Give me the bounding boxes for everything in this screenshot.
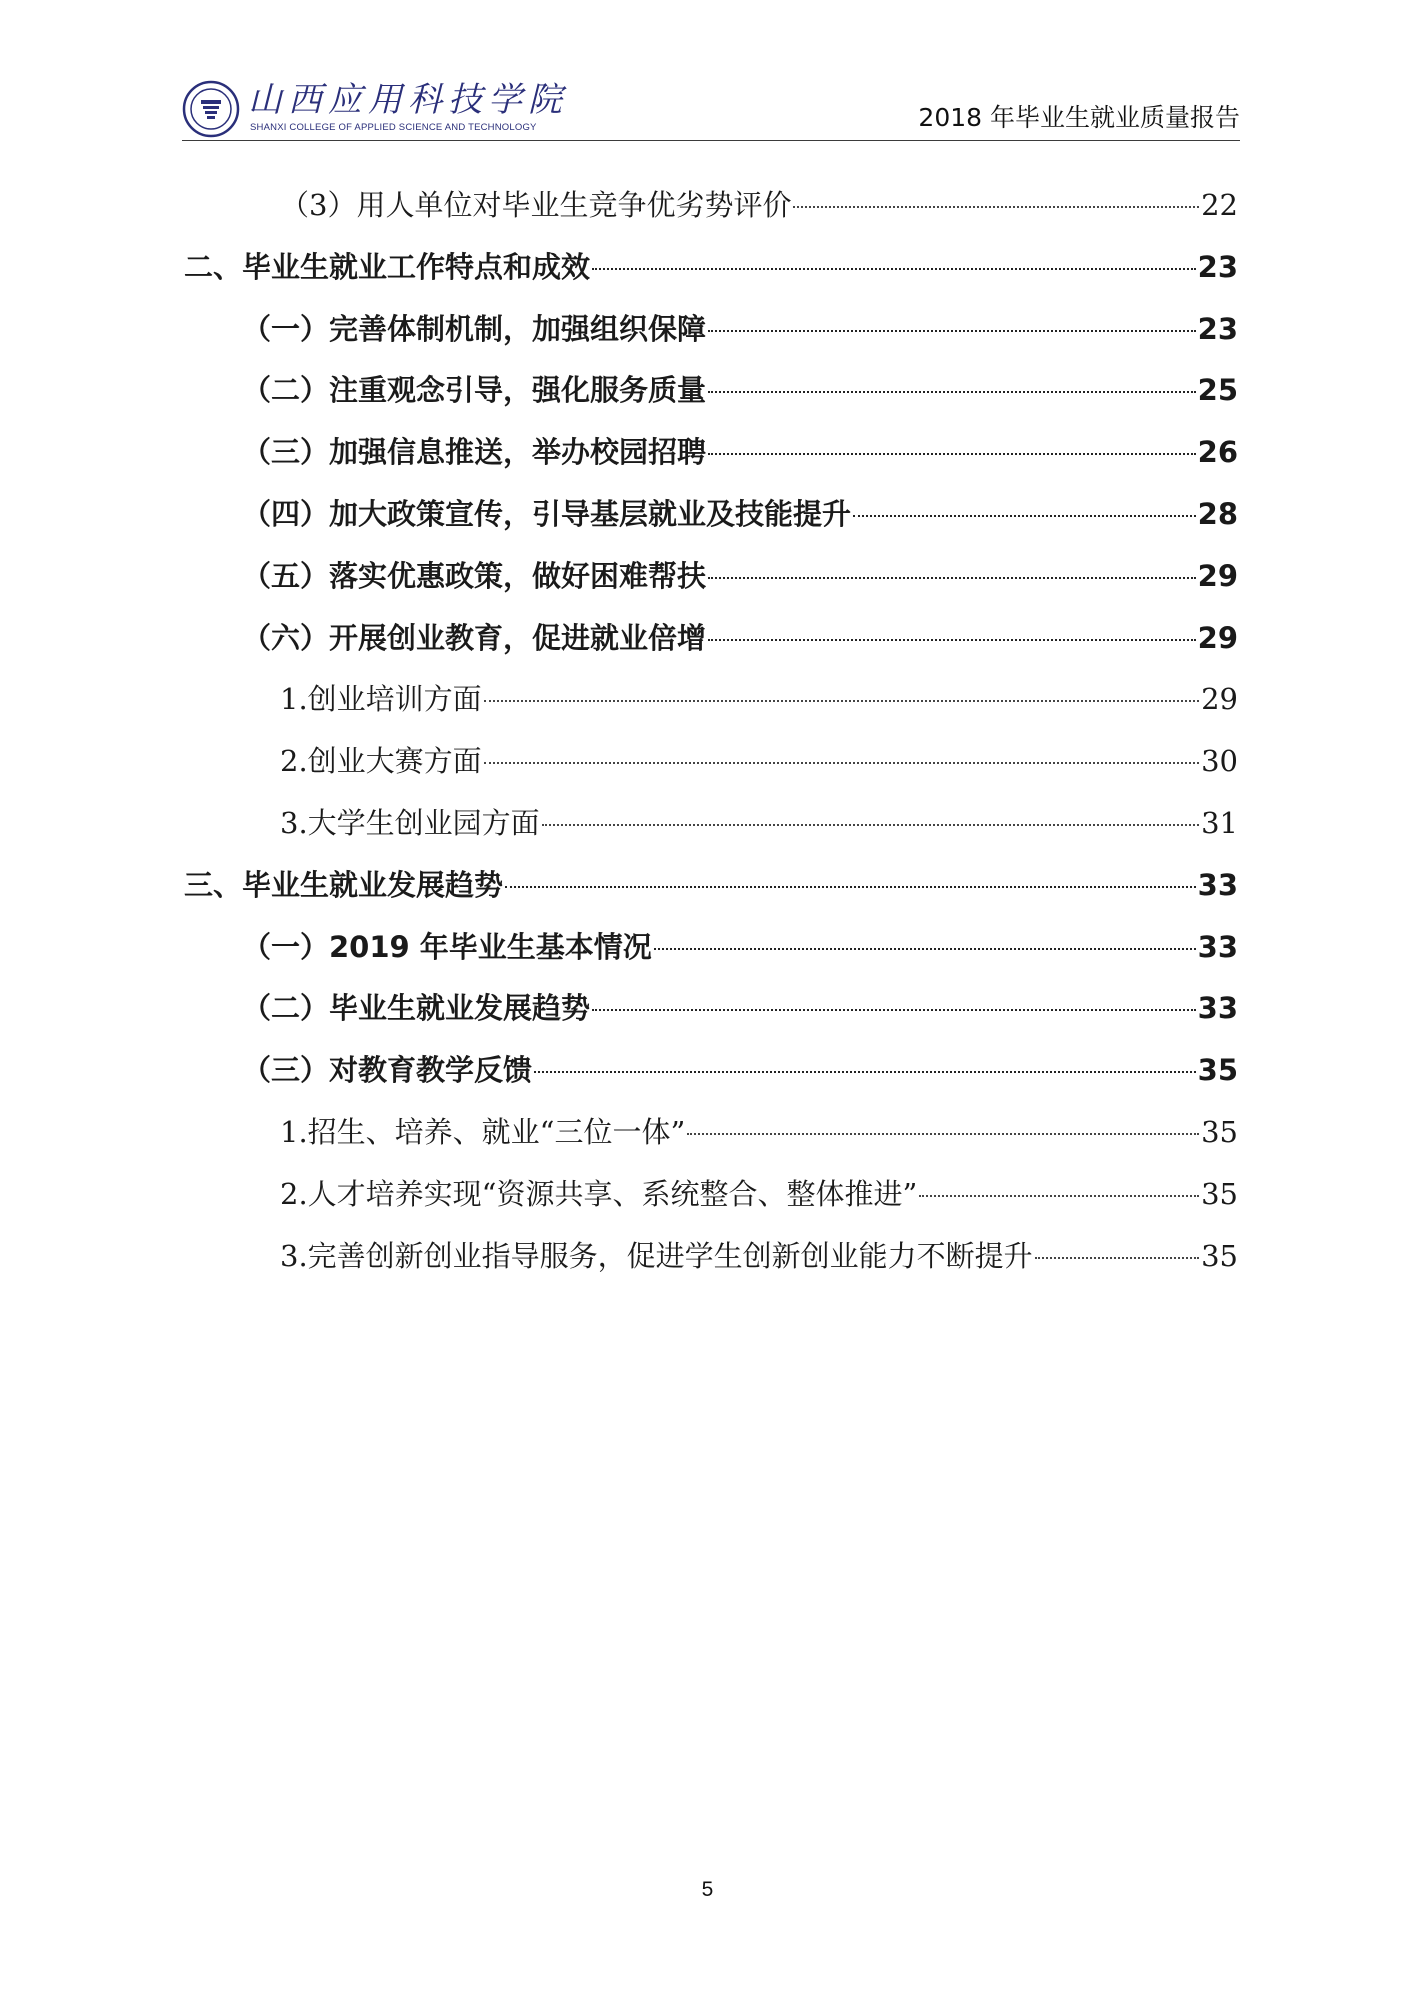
- table-of-contents: [184, 183, 1238, 1295]
- toc-dot-leader: [484, 700, 1199, 702]
- toc-entry[interactable]: [184, 554, 1238, 616]
- toc-dot-leader: [1035, 1257, 1199, 1259]
- toc-entry[interactable]: [184, 925, 1238, 987]
- toc-entry-page: 29: [1197, 620, 1238, 655]
- toc-entry[interactable]: [184, 1172, 1238, 1234]
- toc-entry-page: 31: [1201, 805, 1238, 840]
- school-logo: [182, 78, 568, 140]
- toc-entry-page: 35: [1197, 1053, 1238, 1088]
- toc-dot-leader: [708, 453, 1196, 455]
- toc-entry[interactable]: [184, 739, 1238, 801]
- toc-dot-leader: [592, 268, 1196, 270]
- toc-entry-title: （五）落实优惠政策，做好困难帮扶: [242, 558, 707, 593]
- toc-entry-title: （一）完善体制机制，加强组织保障: [242, 311, 707, 346]
- toc-entry[interactable]: [184, 492, 1238, 554]
- toc-entry-page: 25: [1197, 373, 1238, 408]
- toc-dot-leader: [708, 330, 1196, 332]
- toc-entry-title: 三、毕业生就业发展趋势: [184, 867, 504, 902]
- toc-entry[interactable]: [184, 368, 1238, 430]
- toc-entry[interactable]: [184, 677, 1238, 739]
- toc-dot-leader: [853, 515, 1196, 517]
- toc-dot-leader: [592, 1009, 1196, 1011]
- toc-entry[interactable]: [184, 245, 1238, 307]
- toc-entry-title: （3）用人单位对毕业生竞争优劣势评价: [280, 188, 792, 222]
- toc-entry-title: 1.创业培训方面: [280, 682, 482, 717]
- header-divider: [182, 140, 1240, 141]
- toc-entry-title: 2.人才培养实现“资源共享、系统整合、整体推进”: [280, 1176, 918, 1211]
- toc-dot-leader: [708, 577, 1196, 579]
- toc-entry[interactable]: [184, 986, 1238, 1048]
- toc-entry[interactable]: [184, 1234, 1238, 1296]
- toc-entry-page: 26: [1197, 435, 1238, 470]
- toc-dot-leader: [654, 948, 1196, 950]
- toc-entry-page: 35: [1201, 1114, 1238, 1149]
- report-title: 2018 年毕业生就业质量报告: [918, 103, 1240, 132]
- toc-dot-leader: [708, 391, 1196, 393]
- toc-dot-leader: [534, 1071, 1196, 1073]
- toc-entry-page: 30: [1201, 744, 1238, 779]
- school-name-en: SHANXI COLLEGE OF APPLIED SCIENCE AND TECHNOLOGY: [250, 122, 537, 133]
- toc-entry[interactable]: [184, 1048, 1238, 1110]
- toc-entry-title: 2.创业大赛方面: [280, 744, 482, 779]
- toc-dot-leader: [542, 824, 1199, 826]
- toc-entry-title: （六）开展创业教育，促进就业倍增: [242, 620, 707, 655]
- toc-dot-leader: [505, 886, 1196, 888]
- toc-entry-page: 35: [1201, 1238, 1238, 1273]
- toc-entry-title: （二）毕业生就业发展趋势: [242, 991, 591, 1026]
- toc-dot-leader: [919, 1195, 1199, 1197]
- toc-entry-page: 22: [1201, 188, 1238, 222]
- toc-dot-leader: [708, 639, 1196, 641]
- toc-entry-page: 29: [1201, 682, 1238, 717]
- toc-entry-title: 1.招生、培养、就业“三位一体”: [280, 1114, 686, 1149]
- toc-entry[interactable]: [184, 430, 1238, 492]
- toc-entry[interactable]: [184, 183, 1238, 245]
- toc-entry-title: （三）对教育教学反馈: [242, 1053, 533, 1088]
- page-header: [182, 78, 1240, 148]
- toc-entry-title: 二、毕业生就业工作特点和成效: [184, 249, 591, 284]
- school-name: 山西应用科技学院: [248, 80, 568, 120]
- toc-dot-leader: [484, 762, 1199, 764]
- toc-entry-title: 3.大学生创业园方面: [280, 805, 540, 840]
- toc-entry-page: 29: [1197, 558, 1238, 593]
- toc-entry[interactable]: [184, 616, 1238, 678]
- toc-entry[interactable]: [184, 863, 1238, 925]
- toc-entry-page: 35: [1201, 1176, 1238, 1211]
- toc-entry-title: （一）2019 年毕业生基本情况: [242, 929, 652, 964]
- school-seal-icon: [182, 80, 240, 138]
- toc-entry-page: 33: [1197, 991, 1238, 1026]
- toc-entry-page: 28: [1197, 496, 1238, 531]
- toc-entry-title: （三）加强信息推送，举办校园招聘: [242, 435, 707, 470]
- page-number: 5: [701, 1878, 714, 1901]
- toc-entry-page: 33: [1197, 867, 1238, 902]
- toc-dot-leader: [793, 206, 1199, 208]
- toc-entry-page: 23: [1197, 249, 1238, 284]
- toc-entry[interactable]: [184, 1110, 1238, 1172]
- toc-entry-title: 3.完善创新创业指导服务，促进学生创新创业能力不断提升: [280, 1238, 1033, 1273]
- toc-entry-page: 23: [1197, 311, 1238, 346]
- toc-entry[interactable]: [184, 801, 1238, 863]
- toc-dot-leader: [687, 1133, 1199, 1135]
- toc-entry-title: （二）注重观念引导，强化服务质量: [242, 373, 707, 408]
- toc-entry-title: （四）加大政策宣传，引导基层就业及技能提升: [242, 496, 852, 531]
- toc-entry-page: 33: [1197, 929, 1238, 964]
- toc-entry[interactable]: [184, 307, 1238, 369]
